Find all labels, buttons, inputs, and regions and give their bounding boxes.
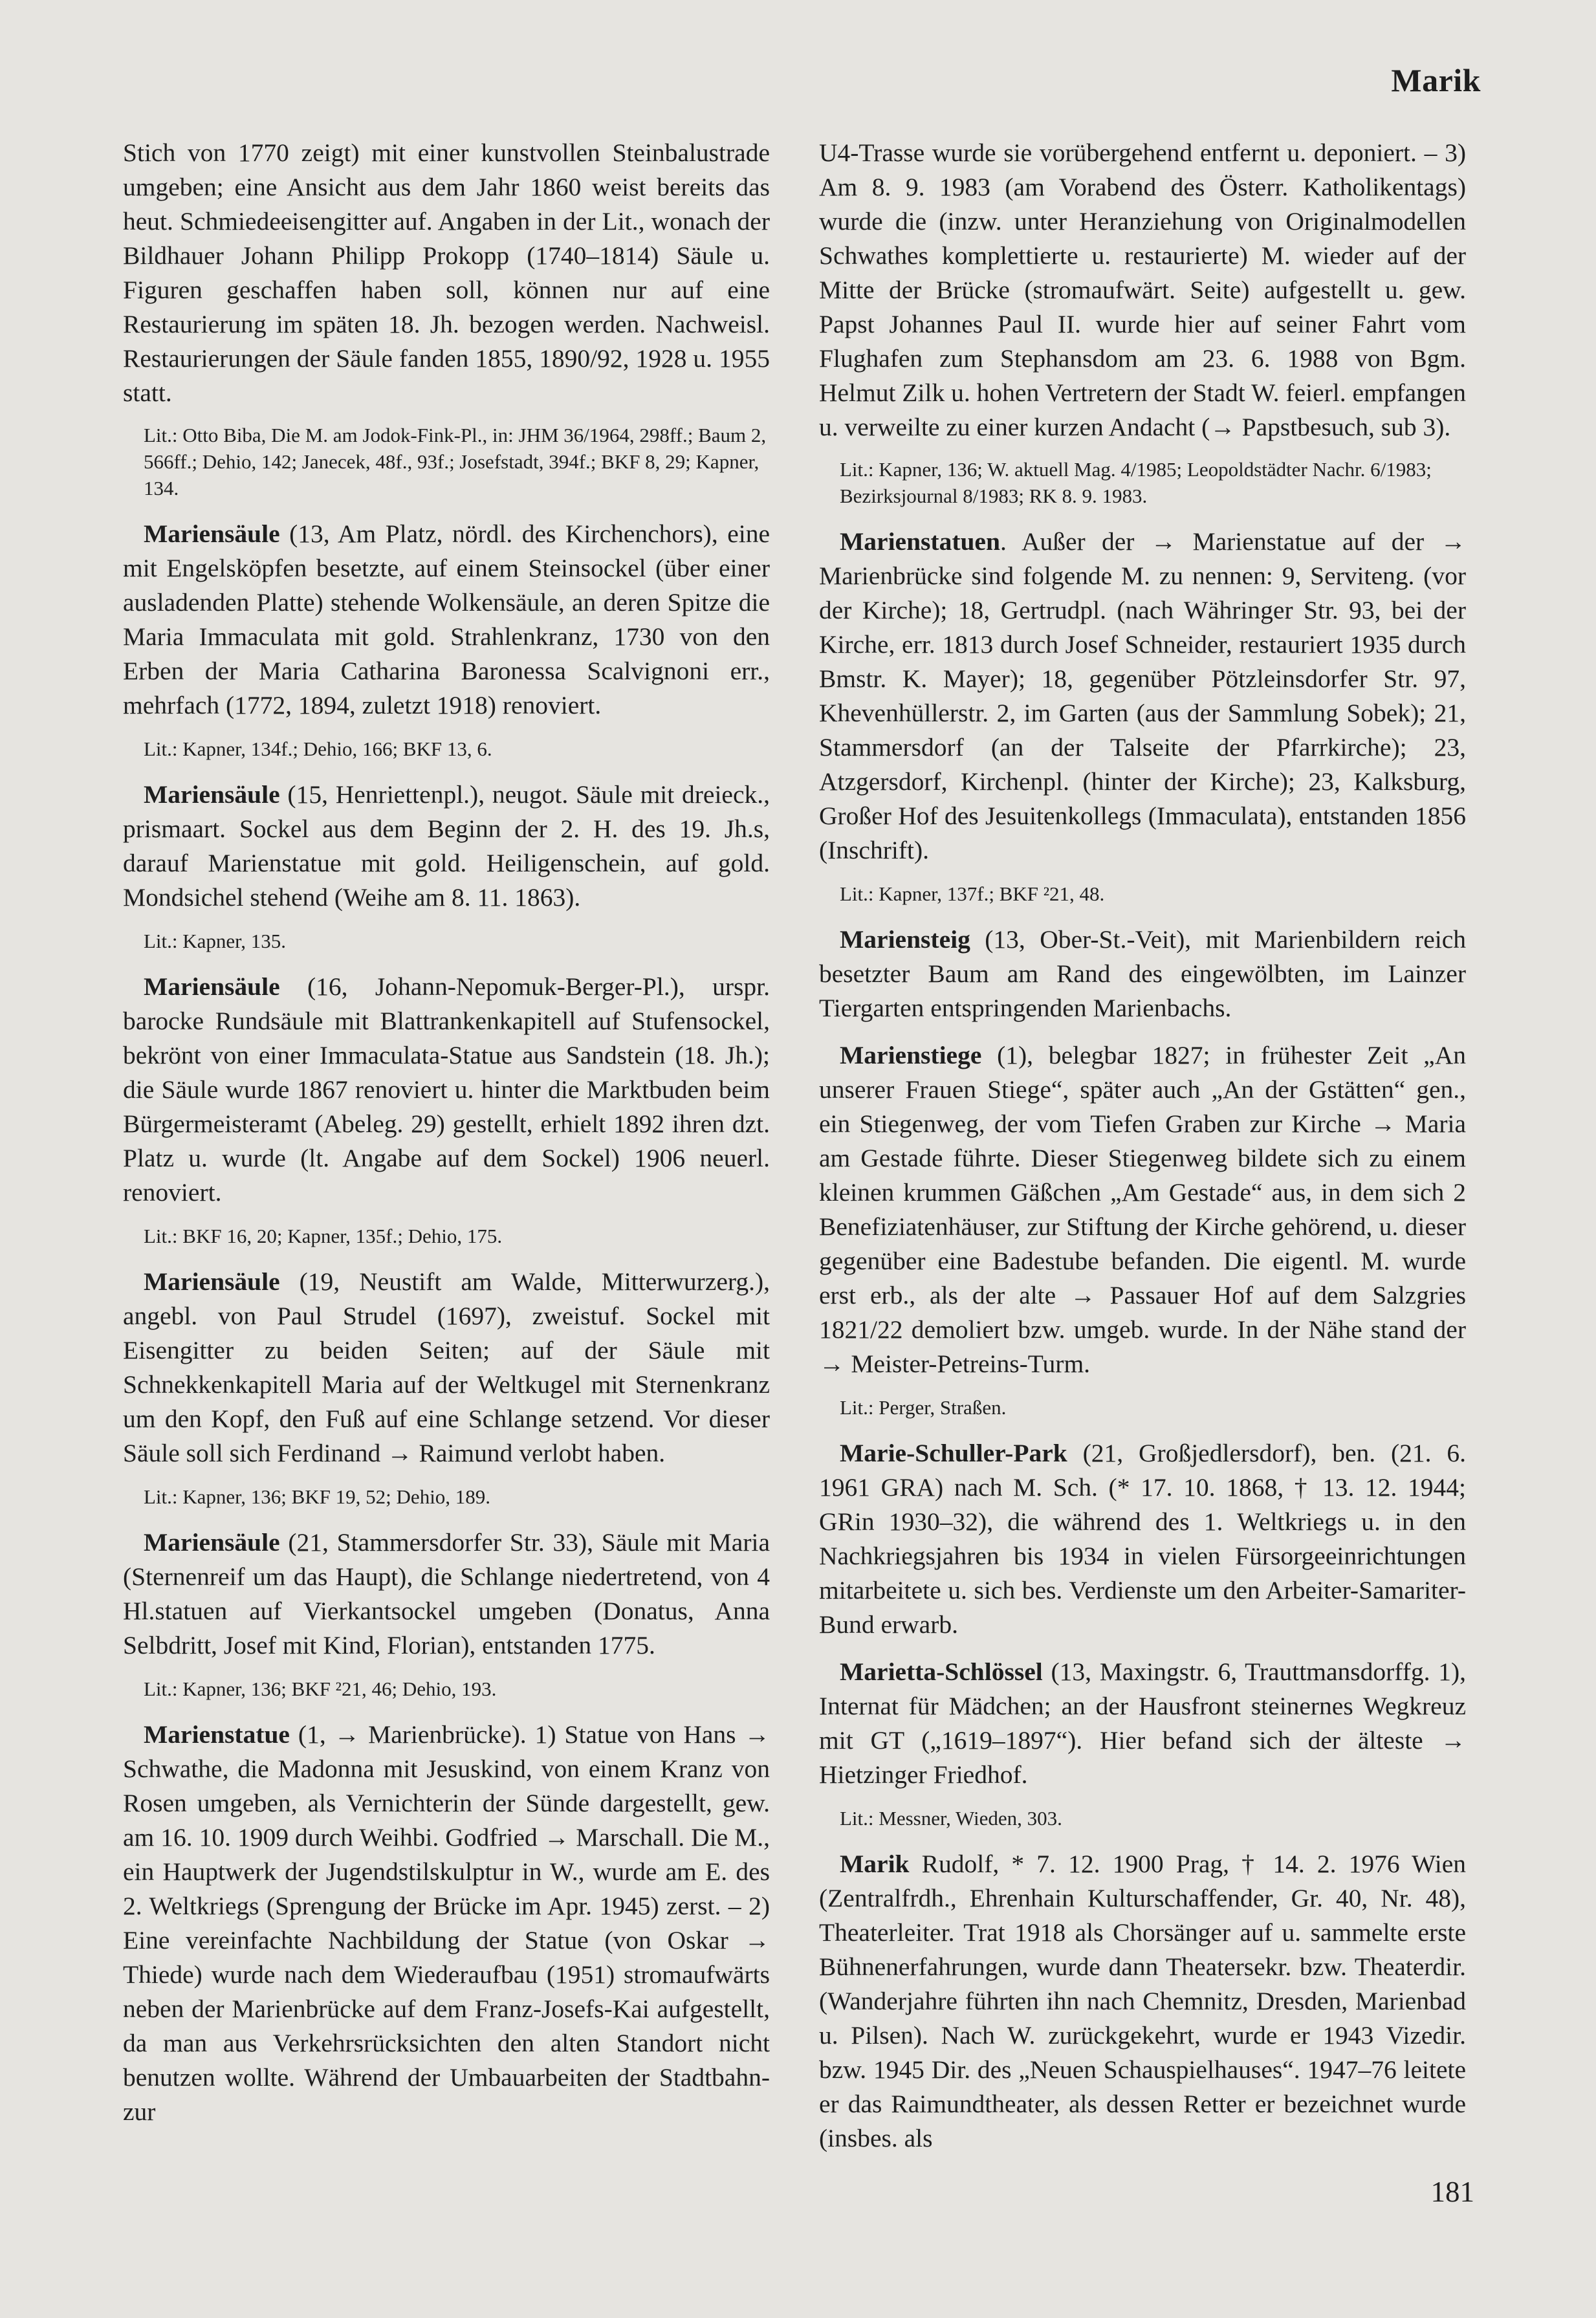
headword: Mariensäule (144, 1528, 280, 1557)
entry-text: (19, Neustift am Walde, Mitterwurzerg.), angebl. von Paul Strudel (1697), zweistuf. Sockel mit Eisengitter zu beiden Seiten; auf der Säule mit Schnekkenkapitell Maria auf der Weltkugel mit Sternenkranz um den Kopf, den Fuß auf eine Schlange setzend. Vor dieser Säule soll sich Ferdinand → Raimund verlobt haben. (123, 1267, 770, 1467)
headword: Mariensäule (144, 972, 280, 1001)
dictionary-entry (819, 1847, 1466, 2156)
dictionary-entry (819, 1436, 1466, 1642)
entry-text: Stich von 1770 zeigt) mit einer kunstvollen Steinbalustrade umgeben; eine Ansicht aus dem Jahr 1860 weist bereits das heut. Schmiedeeisengitter auf. Angaben in der Lit., wonach der Bildhauer Johann Philipp Prokopp (1740–1814) Säule u. Figuren geschaffen haben soll, können nur auf eine Restaurierung im späten 18. Jh. bezogen werden. Nachweisl. Restaurierungen der Säule fanden 1855, 1890/92, 1928 u. 1955 statt. (123, 138, 770, 407)
literature-note: Lit.: Messner, Wieden, 303. (840, 1807, 1062, 1830)
literature-note: Lit.: BKF 16, 20; Kapner, 135f.; Dehio, 175. (144, 1225, 503, 1247)
running-head: Marik (1391, 62, 1481, 98)
entry-text: U4-Trasse wurde sie vorübergehend entfernt u. deponiert. – 3) Am 8. 9. 1983 (am Vorabend des Österr. Katholikentags) wurde die (inzw. unter Heranziehung von Originalmodellen Schwathes komplettierte u. restaurierte) M. wieder auf der Mitte der Brücke (stromaufwärt. Seite) aufgestellt u. gew. Papst Johannes Paul II. wurde hier auf seiner Fahrt vom Flughafen zum Stephansdom am 23. 6. 1988 von Bgm. Helmut Zilk u. hohen Vertretern der Stadt W. feierl. empfangen u. verweilte zu einer kurzen Andacht (→ Papstbesuch, sub 3). (819, 138, 1466, 441)
headword: Marienstatuen (840, 527, 1000, 556)
dictionary-entry (819, 1038, 1466, 1381)
entry-text: (16, Johann-Nepomuk-Berger-Pl.), urspr. barocke Rundsäule mit Blattrankenkapitell auf Stufensockel, bekrönt von einer Immaculata-Statue aus Sandstein (18. Jh.); die Säule wurde 1867 renoviert u. hinter die Marktbuden beim Bürgermeisteramt (Abeleg. 29) gestellt, erhielt 1892 ihren dzt. Platz u. wurde (lt. Angabe auf dem Sockel) 1906 neuerl. renoviert. (123, 972, 770, 1207)
headword: Marietta-Schlössel (840, 1657, 1043, 1686)
dictionary-entry (123, 1525, 770, 1663)
literature-note: Lit.: Kapner, 134f.; Dehio, 166; BKF 13, 6. (144, 738, 492, 760)
literature-note: Lit.: Kapner, 137f.; BKF ²21, 48. (840, 882, 1105, 905)
continued-entry (123, 136, 770, 410)
right-column (819, 136, 1466, 2169)
headword: Mariensäule (144, 519, 280, 548)
entry-text: (21, Stammersdorfer Str. 33), Säule mit Maria (Sternenreif um das Haupt), die Schlange niedertretend, von 4 Hl.statuen auf Vierkantsockel umgeben (Donatus, Anna Selbdritt, Josef mit Kind, Florian), entstanden 1775. (123, 1528, 770, 1659)
entry-text: (13, Am Platz, nördl. des Kirchenchors), eine mit Engelsköpfen besetzte, auf einem Steinsockel (über einer ausladenden Platte) stehende Wolkensäule, an deren Spitze die Maria Immaculata mit gold. Strahlenkranz, 1730 von den Erben der Maria Catharina Baronessa Scalvignoni err., mehrfach (1772, 1894, zuletzt 1918) renoviert. (123, 519, 770, 719)
headword: Mariensteig (840, 925, 970, 954)
literature-note: Lit.: Kapner, 136; W. aktuell Mag. 4/1985; Leopoldstädter Nachr. 6/1983; Bezirksjournal 8/1983; RK 8. 9. 1983. (840, 458, 1432, 507)
dictionary-entry (123, 1265, 770, 1471)
headword: Marik (840, 1850, 910, 1878)
headword: Marienstatue (144, 1720, 290, 1749)
page-number: 181 (1430, 2176, 1474, 2208)
continued-entry (819, 136, 1466, 444)
literature-note: Lit.: Kapner, 136; BKF ²21, 46; Dehio, 193. (144, 1678, 497, 1700)
dictionary-entry (123, 970, 770, 1210)
entry-text: (15, Henriettenpl.), neugot. Säule mit dreieck., prismaart. Sockel aus dem Beginn der 2. H. des 19. Jh.s, darauf Marienstatue mit gold. Heiligenschein, auf gold. Mondsichel stehend (Weihe am 8. 11. 1863). (123, 780, 770, 912)
dictionary-entry (819, 1655, 1466, 1792)
dictionary-entry (123, 517, 770, 723)
headword: Mariensäule (144, 780, 280, 809)
dictionary-entry (819, 923, 1466, 1025)
literature-note: Lit.: Otto Biba, Die M. am Jodok-Fink-Pl., in: JHM 36/1964, 298ff.; Baum 2, 566ff.; Dehio, 142; Janecek, 48f., 93f.; Josefstadt, 394f.; BKF 8, 29; Kapner, 134. (144, 424, 767, 499)
dictionary-entry (819, 525, 1466, 868)
headword: Mariensäule (144, 1267, 280, 1296)
entry-text: (1), belegbar 1827; in frühester Zeit „An unserer Frauen Stiege“, später auch „An der Gstätten“ gen., ein Stiegenweg, der vom Tiefen Graben zur Kirche → Maria am Gestade führte. Dieser Stiegenweg bildete sich zu einem kleinen krummen Gäßchen „Am Gestade“ aus, in dem sich 2 Benefiziatenhäuser, zur Stiftung der Kirche gehörend, u. dieser gegenüber eine Badestube befanden. Die eigentl. M. wurde erst erb., als der alte → Passauer Hof auf dem Salzgries 1821/22 demoliert bzw. umgeb. wurde. In der Nähe stand der → Meister-Petreins-Turm. (819, 1041, 1466, 1378)
left-column (123, 136, 770, 2142)
literature-note: Lit.: Perger, Straßen. (840, 1396, 1007, 1419)
entry-text: (21, Großjedlersdorf), ben. (21. 6. 1961 GRA) nach M. Sch. (* 17. 10. 1868, † 13. 12. 1944; GRin 1930–32), die während des 1. Weltkriegs u. in den Nachkriegsjahren bis 1934 in vielen Fürsorgeeinrichtungen mitarbeitete u. sich bes. Verdienste um den Arbeiter-Samariter-Bund erwarb. (819, 1439, 1466, 1639)
entry-text: (1, → Marienbrücke). 1) Statue von Hans → Schwathe, die Madonna mit Jesuskind, von einem Kranz von Rosen umgeben, als Vernichterin der Sünde dargestellt, gew. am 16. 10. 1909 durch Weihbi. Godfried → Marschall. Die M., ein Hauptwerk der Jugendstilskulptur in W., wurde am E. des 2. Weltkriegs (Sprengung der Brücke im Apr. 1945) zerst. – 2) Eine vereinfachte Nachbildung der Statue (von Oskar → Thiede) wurde nach dem Wiederaufbau (1951) stromaufwärts neben der Marienbrücke auf dem Franz-Josefs-Kai aufgestellt, da man aus Verkehrsrücksichten den alten Standort nicht benutzen wollte. Während der Umbauarbeiten der Stadtbahn- zur (123, 1720, 770, 2126)
dictionary-entry (123, 1718, 770, 2129)
literature-note: Lit.: Kapner, 135. (144, 930, 287, 952)
entry-text: (13, Ober-St.-Veit), mit Marienbildern reich besetzter Baum am Rand des eingewölbten, im Lainzer Tiergarten entspringenden Marienbachs. (819, 925, 1466, 1022)
entry-text: (13, Maxingstr. 6, Trauttmansdorffg. 1), Internat für Mädchen; an der Hausfront steinernes Wegkreuz mit GT („1619–1897“). Hier befand sich der älteste → Hietzinger Friedhof. (819, 1657, 1466, 1789)
headword: Marie-Schuller-Park (840, 1439, 1067, 1467)
literature-note: Lit.: Kapner, 136; BKF 19, 52; Dehio, 189. (144, 1485, 491, 1508)
entry-text: . Außer der → Marienstatue auf der → Marienbrücke sind folgende M. zu nennen: 9, Serviteng. (vor der Kirche); 18, Gertrudpl. (nach Währinger Str. 93, bei der Kirche, err. 1813 durch Josef Schneider, restauriert 1935 durch Bmstr. K. Mayer); 18, gegenüber Pötzleinsdorfer Str. 97, Khevenhüllerstr. 2, im Garten (aus der Sammlung Sobek); 21, Stammersdorf (an der Talseite der Pfarrkirche); 23, Atzgersdorf, Kirchenpl. (hinter der Kirche); 23, Kalksburg, Großer Hof des Jesuitenkollegs (Immaculata), entstanden 1856 (Inschrift). (819, 527, 1466, 864)
headword: Marienstiege (840, 1041, 982, 1069)
entry-text: Rudolf, * 7. 12. 1900 Prag, † 14. 2. 1976 Wien (Zentralfrdh., Ehrenhain Kulturschaffender, Gr. 40, Nr. 48), Theaterleiter. Trat 1918 als Chorsänger auf u. sammelte erste Bühnenerfahrungen, wurde dann Theatersekr. bzw. Theaterdir. (Wanderjahre führten ihn nach Chemnitz, Dresden, Marienbad u. Pilsen). Nach W. zurückgekehrt, wurde er 1943 Vizedir. bzw. 1945 Dir. des „Neuen Schauspielhauses“. 1947–76 leitete er das Raimundtheater, als dessen Retter er bezeichnet wurde (insbes. als (819, 1850, 1466, 2152)
dictionary-entry (123, 778, 770, 915)
